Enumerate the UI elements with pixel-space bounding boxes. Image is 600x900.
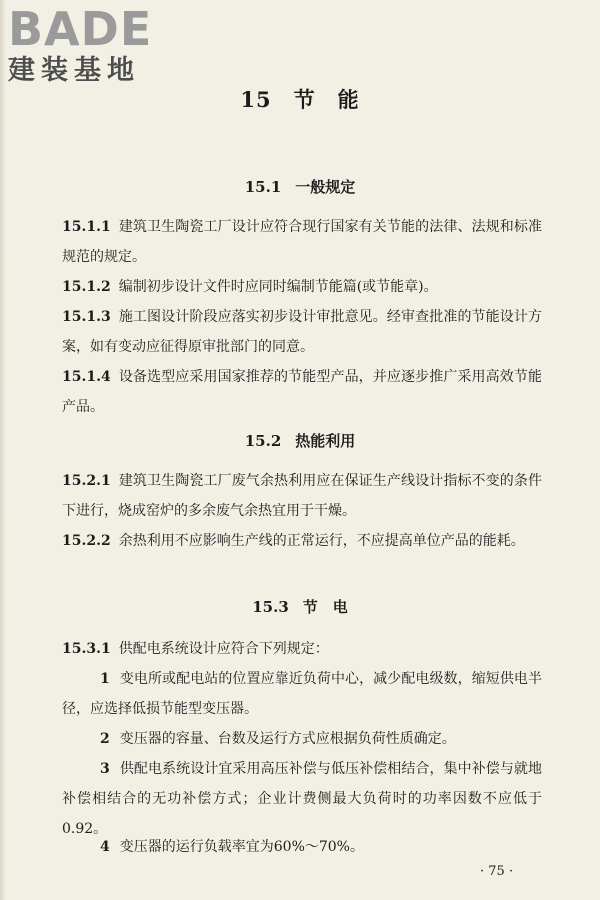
- clause-number: 15.3.1: [62, 641, 111, 657]
- section-name: 热能利用: [295, 432, 356, 450]
- logo-mark: BADE: [8, 2, 153, 56]
- clause-text: 建筑卫生陶瓷工厂设计应符合现行国家有关节能的法律、法规和标准规范的规定。: [62, 219, 542, 265]
- list-item-4: [62, 832, 542, 862]
- section-title-15-3: [0, 596, 600, 617]
- clause-number: 15.2.2: [62, 533, 111, 549]
- section-title-15-1: [0, 176, 600, 197]
- item-text: 变电所或配电站的位置应靠近负荷中心，减少配电级数，缩短供电半径，应选择低损节能型变压器。: [62, 671, 542, 717]
- item-number: 3: [100, 761, 110, 777]
- section-number: 15.1: [244, 178, 282, 196]
- item-text: 变压器的容量、台数及运行方式应根据负荷性质确定。: [119, 731, 456, 747]
- item-number: 2: [100, 731, 110, 747]
- item-number: 4: [100, 839, 110, 855]
- clause-text: 供配电系统设计应符合下列规定：: [118, 641, 329, 657]
- chapter-title: [0, 84, 600, 114]
- clause-text: 施工图设计阶段应落实初步设计审批意见。经审查批准的节能设计方案，如有变动应征得原审批部门的同意。: [62, 309, 542, 355]
- list-item-1: [62, 664, 542, 724]
- logo-text: 建装基地: [8, 55, 140, 86]
- section-name: 节 电: [302, 598, 348, 616]
- clause-15-2-2: [62, 526, 542, 556]
- clause-15-3-1: [62, 634, 542, 664]
- clause-15-1-3: [62, 302, 542, 362]
- clause-15-1-4: [62, 362, 542, 422]
- clause-text: 建筑卫生陶瓷工厂废气余热利用应在保证生产线设计指标不变的条件下进行，烧成窑炉的多余废气余热宜用于干燥。: [62, 473, 542, 519]
- page-number: · 75 ·: [480, 864, 514, 879]
- clause-15-2-1: [62, 466, 542, 526]
- section-title-15-2: [0, 430, 600, 451]
- clause-number: 15.1.3: [62, 309, 111, 325]
- section-name: 一般规定: [295, 178, 356, 196]
- clause-number: 15.2.1: [62, 473, 111, 489]
- clause-15-1-2: [62, 272, 542, 302]
- section-number: 15.2: [244, 432, 282, 450]
- item-text: 变压器的运行负载率宜为60%～70%。: [119, 839, 364, 855]
- clause-number: 15.1.4: [62, 369, 111, 385]
- list-item-3: [62, 754, 542, 844]
- list-item-2: [62, 724, 542, 754]
- clause-text: 余热利用不应影响生产线的正常运行，不应提高单位产品的能耗。: [118, 533, 525, 549]
- clause-text: 编制初步设计文件时应同时编制节能篇(或节能章)。: [118, 279, 438, 295]
- chapter-number: 15: [240, 87, 272, 112]
- clause-number: 15.1.2: [62, 279, 111, 295]
- item-number: 1: [100, 671, 110, 687]
- clause-15-1-1: [62, 212, 542, 272]
- item-text: 供配电系统设计宜采用高压补偿与低压补偿相结合，集中补偿与就地补偿相结合的无功补偿方式；企业计费侧最大负荷时的功率因数不应低于0.92。: [62, 761, 542, 837]
- clause-number: 15.1.1: [62, 219, 111, 235]
- clause-text: 设备选型应采用国家推荐的节能型产品，并应逐步推广采用高效节能产品。: [62, 369, 542, 415]
- chapter-name: 节 能: [293, 87, 360, 112]
- section-number: 15.3: [252, 598, 289, 616]
